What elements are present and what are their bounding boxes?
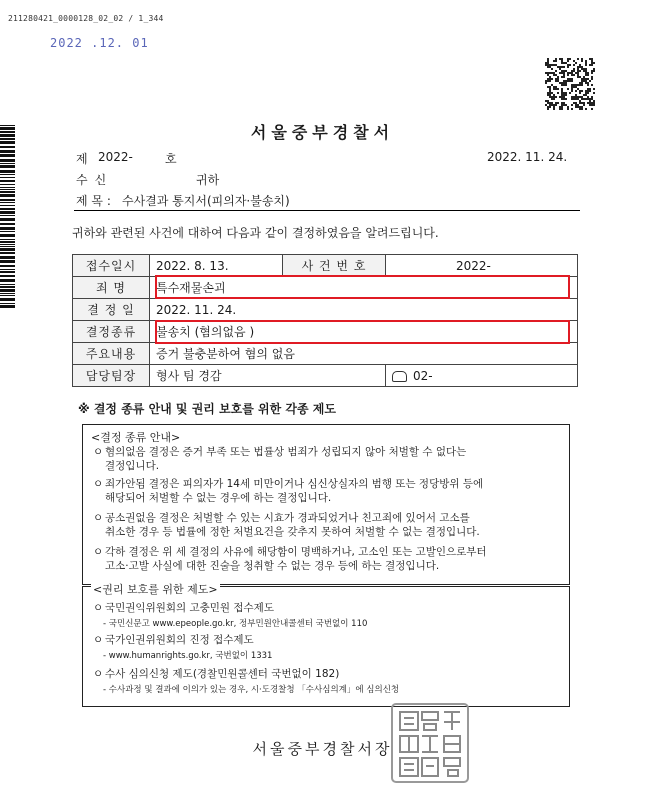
table-row: [73, 255, 578, 277]
main-content-label: 주요내용: [73, 343, 150, 365]
document-number: 2022-: [98, 150, 133, 164]
list-item: ㅇ 공소권없음 결정은 처벌할 수 있는 시효가 경과되었거나 친고죄에 있어서 고소를 취소한 경우 등 법률에 정한 처벌요건을 갖추지 못하여 처벌할 수 없는 결정입니다.: [93, 512, 480, 538]
case-number-label: 사 건 번 호: [283, 255, 386, 277]
recipient-label: 수신: [76, 173, 114, 187]
highlight-box-charge: [155, 275, 570, 299]
charge-label: 죄 명: [73, 277, 150, 299]
table-row: [73, 299, 578, 321]
qr-code-icon: [545, 58, 595, 110]
bullet: ㅇ: [93, 478, 104, 490]
barcode-icon: [0, 125, 15, 310]
decision-guide-title: <결정 종류 안내>: [91, 431, 181, 444]
decision-date-value: 2022. 11. 24.: [150, 299, 578, 321]
phone-number: 02-: [413, 368, 433, 383]
table-row: [73, 343, 578, 365]
phone-cell: [386, 365, 578, 387]
decision-guide-box: [82, 424, 570, 585]
rights-protection-title: <권리 보호를 위한 제도>: [93, 583, 218, 596]
decision-type-value: 불송치 (혐의없음 ): [150, 321, 578, 343]
list-item-detail: - 수사과정 및 결과에 이의가 있는 경우, 시·도경찰청 「수사심의계」에 심의신청: [103, 685, 400, 695]
rights-protection-box: [82, 583, 570, 707]
bullet: ㅇ: [93, 546, 104, 558]
list-item: ㅇ 국민권익위원회의 고충민원 접수제도: [93, 602, 274, 614]
list-item-detail: - 국민신문고 www.epeople.go.kr, 정부민원안내콜센터 국번없이 110: [103, 619, 368, 629]
charge-value: 특수재물손괴: [150, 277, 578, 299]
bullet: ㅇ: [93, 446, 104, 458]
subject-value: 수사결과 통지서(피의자·불송치): [122, 194, 290, 208]
officer-label: 담당팀장: [73, 365, 150, 387]
section-title: ※ 결정 종류 안내 및 권리 보호를 위한 각종 제도: [78, 402, 336, 416]
officer-value: 형사 팀 경감: [150, 365, 386, 387]
recipient-honorific: 귀하: [196, 173, 220, 187]
list-item: ㅇ 죄가안됨 결정은 피의자가 14세 미만이거나 심신상실자의 범행 또는 정당방위 등에 해당되어 처벌할 수 없는 경우에 하는 결정입니다.: [93, 478, 484, 504]
bullet: ㅇ: [93, 512, 104, 524]
divider: [74, 210, 580, 211]
decision-date-label: 결 정 일: [73, 299, 150, 321]
decision-type-label: 결정종류: [73, 321, 150, 343]
list-item: ㅇ 각하 결정은 위 세 결정의 사유에 해당함이 명백하거나, 고소인 또는 고발인으로부터 고소·고발 사실에 대한 진술을 청취할 수 없는 경우 등에 하는 결정입니다.: [93, 546, 487, 572]
phone-icon: [392, 371, 407, 382]
document-date: 2022. 11. 24.: [487, 150, 568, 164]
list-item: ㅇ 수사 심의신청 제도(경찰민원콜센터 국번없이 182): [93, 668, 340, 680]
document-title: 서울중부경찰서: [250, 123, 395, 142]
list-item-detail: - www.humanrights.go.kr, 국번없이 1331: [103, 651, 273, 661]
subject-label: 제 목 :: [76, 194, 111, 208]
table-row: [73, 365, 578, 387]
highlight-box-decision-type: [155, 320, 570, 344]
list-item: ㅇ 혐의없음 결정은 증거 부족 또는 법률상 범죄가 성립되지 않아 처벌할 수 없다는 결정입니다.: [93, 446, 467, 472]
document-number-label: 제: [76, 152, 88, 166]
issuer-signoff: 서울중부경찰서장: [252, 740, 393, 758]
document-number-suffix: 호: [165, 152, 177, 166]
document-id: 211280421_0000128_02_02 / 1_344: [8, 14, 164, 23]
receipt-label: 접수일시: [73, 255, 150, 277]
main-content-value: 증거 불충분하여 혐의 없음: [150, 343, 578, 365]
case-number-value: 2022-: [386, 255, 578, 277]
list-item: ㅇ 국가인권위원회의 진정 접수제도: [93, 634, 254, 646]
receipt-value: 2022. 8. 13.: [150, 255, 283, 277]
notice-body: 귀하와 관련된 사건에 대하여 다음과 같이 결정하였음을 알려드립니다.: [72, 226, 439, 240]
received-date-stamp: 2022 .12. 01: [50, 36, 149, 50]
